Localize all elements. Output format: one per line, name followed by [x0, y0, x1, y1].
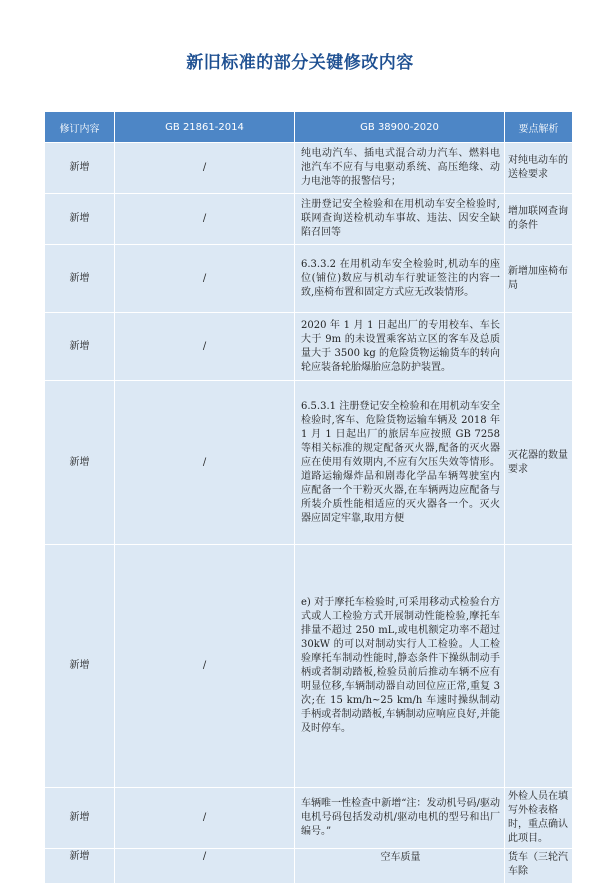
cell-type: 新增	[45, 143, 115, 194]
cell-type: 新增	[45, 849, 115, 884]
table-row	[45, 788, 573, 849]
table-row	[45, 313, 573, 381]
cell-key: 增加联网查询的条件	[505, 194, 573, 245]
cell-type: 新增	[45, 788, 115, 849]
cell-old: /	[115, 788, 295, 849]
table-row	[45, 245, 573, 313]
cell-old: /	[115, 245, 295, 313]
cell-type: 新增	[45, 194, 115, 245]
cell-old: /	[115, 313, 295, 381]
cell-new: 6.3.3.2 在用机动车安全检验时,机动车的座位(铺位)数应与机动车行驶证签注的内容一致,座椅布置和固定方式应无改装情形。	[295, 245, 505, 313]
cell-new: 车辆唯一性检查中新增“注：发动机号码/驱动电机号码包括发动机/驱动电机的型号和出厂编号。”	[295, 788, 505, 849]
page-title: 新旧标准的部分关键修改内容	[186, 53, 414, 73]
cell-new: 2020 年 1 月 1 日起出厂的专用校车、车长大于 9m 的未设置乘客站立区的客车及总质量大于 3500 kg 的危险货物运输货车的转向轮应装备轮胎爆胎应急防护装置。	[295, 313, 505, 381]
cell-key	[505, 545, 573, 788]
cell-key: 外检人员在填写外检表格时，重点确认此项目。	[505, 788, 573, 849]
header-type: 修订内容	[45, 112, 115, 143]
cell-key: 新增加座椅布局	[505, 245, 573, 313]
cell-old: /	[115, 849, 295, 884]
header-new-standard: GB 38900-2020	[295, 112, 505, 143]
table-row	[45, 849, 573, 884]
cell-old: /	[115, 194, 295, 245]
cell-old: /	[115, 545, 295, 788]
table-row	[45, 545, 573, 788]
table-header-row	[45, 112, 573, 143]
cell-new: e) 对于摩托车检验时,可采用移动式检验台方式或人工检验方式开展制动性能检验,摩托车排量不超过 250 mL,或电机额定功率不超过 30kW 的可以对制动实行人工检验。人工检验摩托车制动性能时,静态条件下操纵制动手柄或者制动踏板,检验员前后推动车辆不应有明显位移,车辆制动器自动回位应正常,重复 3 次;在 15 km/h~25 km/h 车速时操纵制动手柄或者制动踏板,车辆制动应响应良好,并能及时停车。	[295, 545, 505, 788]
cell-key: 对纯电动车的送检要求	[505, 143, 573, 194]
table-row	[45, 143, 573, 194]
cell-new: 注册登记安全检验和在用机动车安全检验时,联网查询送检机动车事故、违法、因安全缺陷召回等	[295, 194, 505, 245]
cell-type: 新增	[45, 381, 115, 545]
header-key-points: 要点解析	[505, 112, 573, 143]
table-row	[45, 381, 573, 545]
cell-type: 新增	[45, 313, 115, 381]
cell-new: 纯电动汽车、插电式混合动力汽车、燃料电池汽车不应有与电驱动系统、高压绝缘、动力电池等的报警信号；	[295, 143, 505, 194]
cell-key: 灭花器的数量要求	[505, 381, 573, 545]
cell-type: 新增	[45, 245, 115, 313]
cell-new: 6.5.3.1 注册登记安全检验和在用机动车安全检验时,客车、危险货物运输车辆及 2018 年 1 月 1 日起出厂的旅居车应按照 GB 7258 等相关标准的规定配备灭火器,配备的灭火器应在使用有效期内,不应有欠压失效等情形。道路运输爆炸品和剧毒化学品车辆驾驶室内应配备一个干粉灭火器,在车辆两边应配备与所装介质性能相适应的灭火器各一个。灭火器应固定牢靠,取用方便	[295, 381, 505, 545]
comparison-table	[44, 111, 573, 884]
cell-type: 新增	[45, 545, 115, 788]
cell-old: /	[115, 143, 295, 194]
cell-old: /	[115, 381, 295, 545]
cell-new: 空车质量	[295, 849, 505, 884]
header-old-standard: GB 21861-2014	[115, 112, 295, 143]
cell-key: 货车（三轮汽车除	[505, 849, 573, 884]
table-row	[45, 194, 573, 245]
cell-key	[505, 313, 573, 381]
